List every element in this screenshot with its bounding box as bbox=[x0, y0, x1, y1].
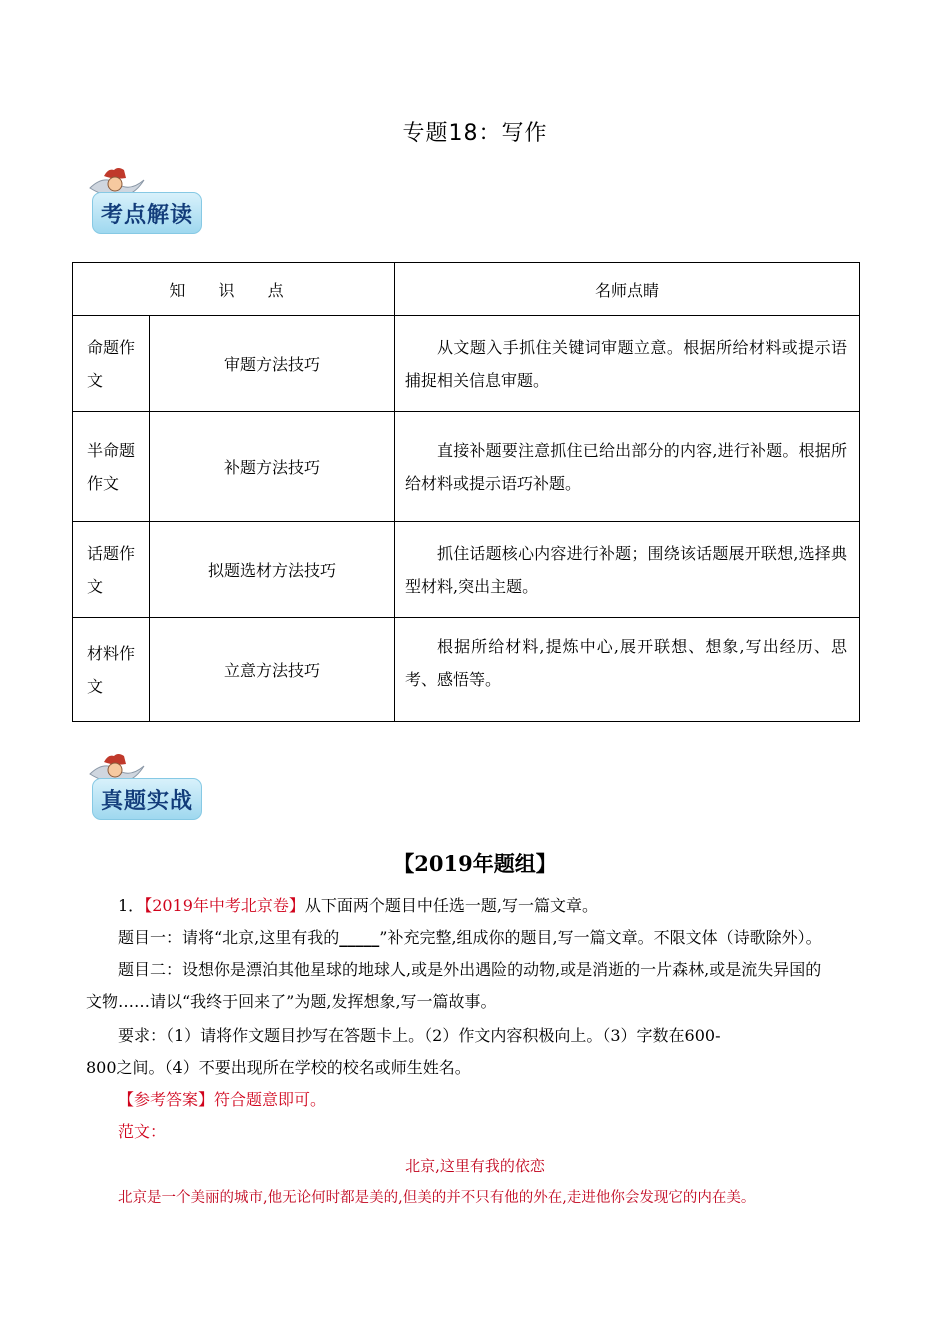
section-badge-label: 真题实战 bbox=[100, 788, 193, 814]
table-row bbox=[73, 412, 860, 522]
question-text: 从下面两个题目中任选一题,写一篇文章。 bbox=[304, 896, 599, 915]
header-tip: 名师点睛 bbox=[395, 263, 860, 316]
reference-answer bbox=[86, 1084, 854, 1116]
requirements-line2: 800之间。（4）不要出现所在学校的校名或师生姓名。 bbox=[86, 1058, 471, 1077]
table-row bbox=[73, 618, 860, 722]
row-category: 材料作文 bbox=[87, 643, 136, 696]
question-intro bbox=[86, 890, 854, 922]
sample-label: 范文： bbox=[118, 1122, 167, 1141]
answer-label: 【参考答案】 bbox=[118, 1090, 215, 1109]
row-tip: 直接补题要注意抓住已给出部分的内容,进行补题。根据所给材料或提示语巧补题。 bbox=[395, 412, 860, 522]
header-knowledge: 知 识 点 bbox=[73, 263, 395, 316]
topic-one-text: 题目一：请将“北京,这里有我的 bbox=[118, 928, 340, 947]
topic-one-text-end: ”补充完整,组成你的题目,写一篇文章。不限文体（诗歌除外）。 bbox=[379, 928, 822, 947]
requirements-line1: 要求：（1）请将作文题目抄写在答题卡上。（2）作文内容积极向上。（3）字数在600- bbox=[118, 1026, 721, 1045]
section-badge-label: 考点解读 bbox=[100, 202, 193, 228]
row-tip: 从文题入手抓住关键词审题立意。根据所给材料或提示语捕捉相关信息审题。 bbox=[395, 316, 860, 412]
row-tip: 根据所给材料,提炼中心,展开联想、想象,写出经历、思考、感悟等。 bbox=[395, 618, 860, 722]
knowledge-table bbox=[72, 262, 860, 722]
topic-one bbox=[86, 922, 854, 954]
year-group-heading: 【2019年题组】 bbox=[393, 851, 557, 876]
row-knowledge: 补题方法技巧 bbox=[150, 412, 395, 522]
row-knowledge: 拟题选材方法技巧 bbox=[150, 522, 395, 618]
row-tip: 抓住话题核心内容进行补题；围绕该话题展开联想,选择典型材料,突出主题。 bbox=[395, 522, 860, 618]
row-category: 半命题作文 bbox=[87, 440, 136, 493]
fill-blank: _____ bbox=[339, 928, 380, 947]
table-row bbox=[73, 316, 860, 412]
question-source: 【2019年中考北京卷】 bbox=[144, 896, 305, 915]
row-category: 命题作文 bbox=[87, 337, 136, 390]
row-knowledge: 立意方法技巧 bbox=[150, 618, 395, 722]
topic-two-line1: 题目二：设想你是漂泊其他星球的地球人,或是外出遇险的动物,或是消逝的一片森林,或是流失异国的 bbox=[118, 960, 822, 979]
section-badge-exam-points bbox=[84, 166, 202, 240]
row-knowledge: 审题方法技巧 bbox=[150, 316, 395, 412]
page-title: 专题18：写作 bbox=[402, 121, 548, 146]
row-category: 话题作文 bbox=[87, 543, 136, 596]
topic-two-line2: 文物……请以“我终于回来了”为题,发挥想象,写一篇故事。 bbox=[86, 992, 497, 1011]
table-row bbox=[73, 522, 860, 618]
essay-paragraph: 北京是一个美丽的城市,他无论何时都是美的,但美的并不只有他的外在,走进他你会发现它的内在美。 bbox=[118, 1190, 756, 1206]
section-badge-real-exams bbox=[84, 752, 202, 826]
essay-title: 北京,这里有我的依恋 bbox=[405, 1157, 545, 1175]
question-number: 1． bbox=[118, 896, 145, 915]
answer-text: 符合题意即可。 bbox=[214, 1090, 327, 1109]
table-header-row bbox=[73, 263, 860, 316]
